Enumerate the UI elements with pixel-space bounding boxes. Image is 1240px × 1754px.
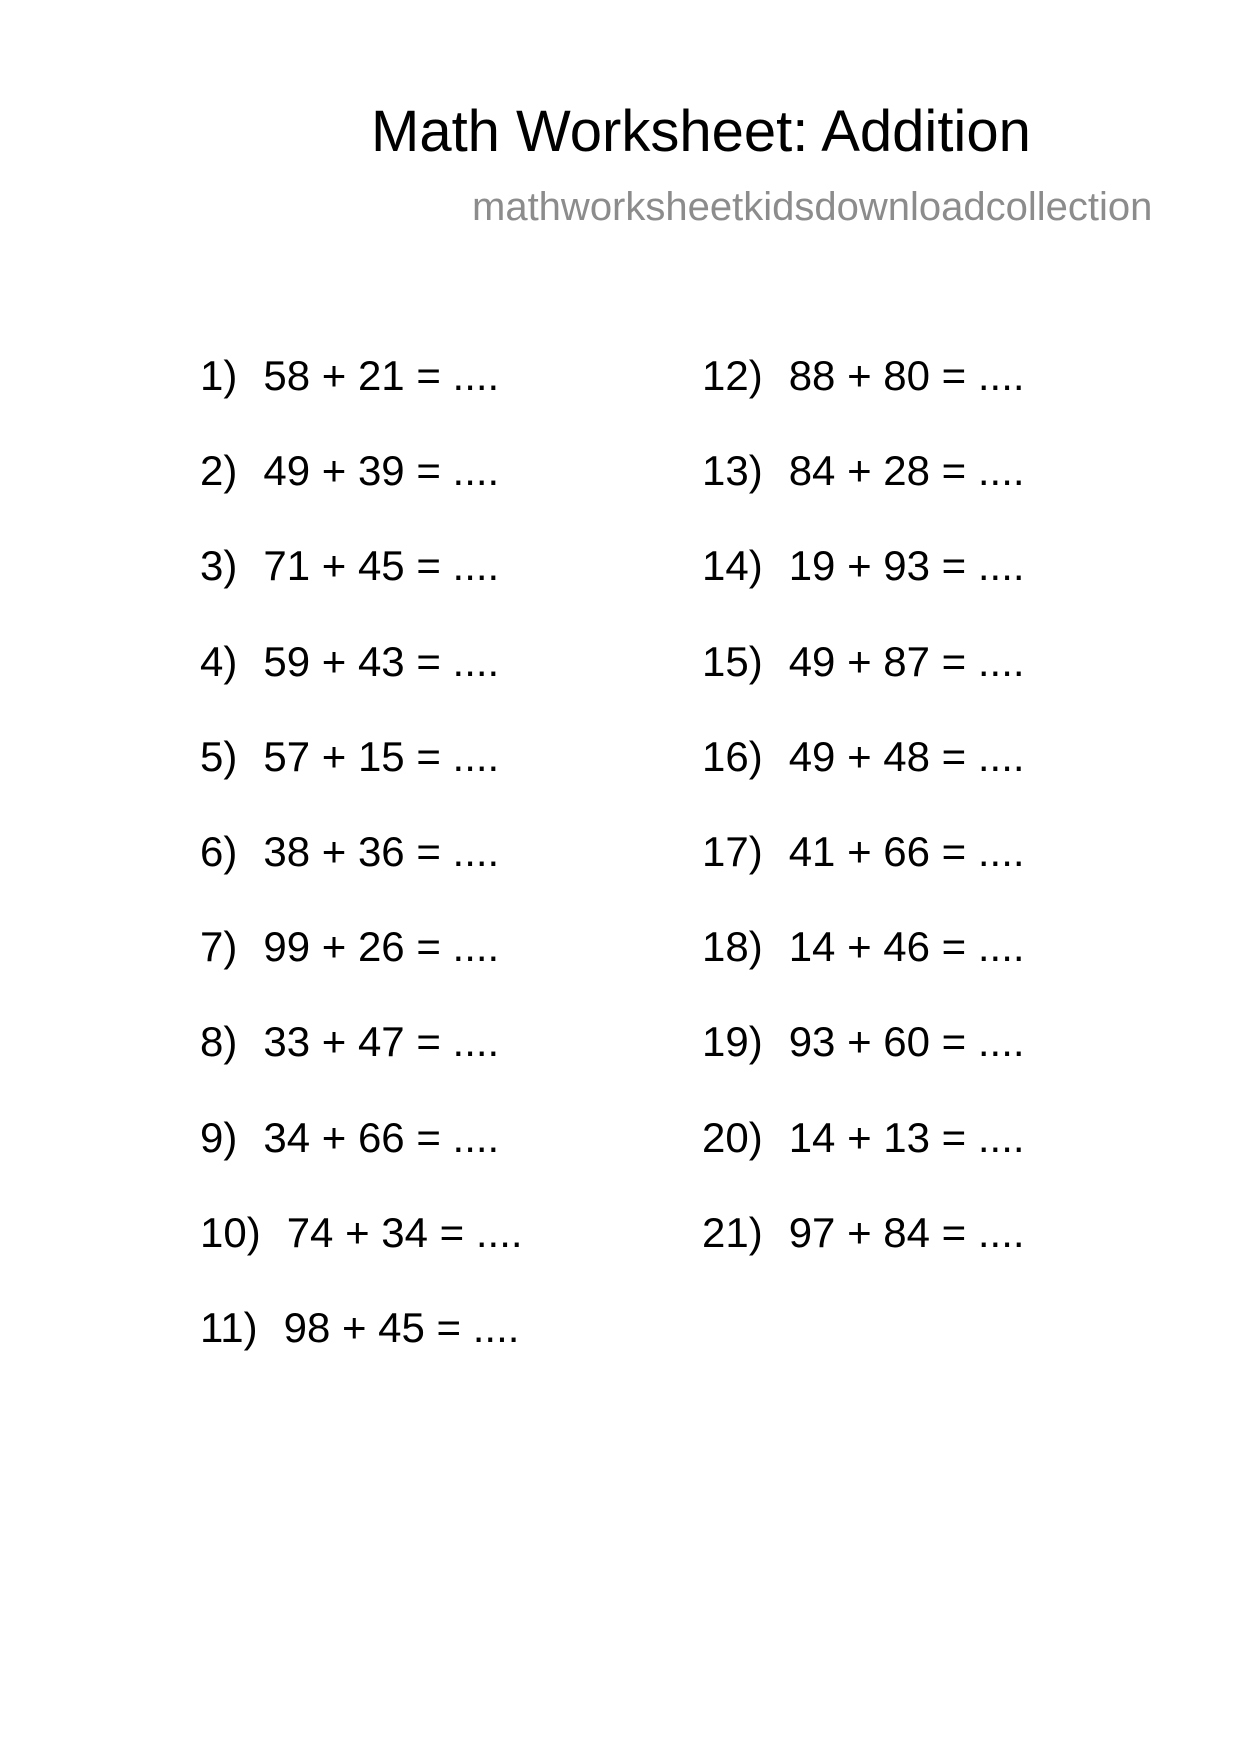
problem-expression: 34 + 66 = .... <box>263 1113 500 1161</box>
problem-expression: 97 + 84 = .... <box>788 1208 1025 1256</box>
problem-number: 19) <box>702 1018 763 1066</box>
problem-item <box>200 635 523 730</box>
problem-column-right <box>702 349 1025 1301</box>
problem-number: 21) <box>702 1208 763 1256</box>
problem-item <box>200 825 523 920</box>
problem-number: 18) <box>702 923 763 971</box>
problem-expression: 33 + 47 = .... <box>263 1018 500 1066</box>
problem-item <box>702 1206 1025 1301</box>
problem-expression: 99 + 26 = .... <box>263 923 500 971</box>
problem-expression: 57 + 15 = .... <box>263 732 500 780</box>
problem-expression: 49 + 87 = .... <box>788 637 1025 685</box>
problem-expression: 88 + 80 = .... <box>788 352 1025 399</box>
worksheet-subtitle: mathworksheetkidsdownloadcollection <box>472 185 1153 229</box>
problem-item <box>200 1301 523 1396</box>
problem-item <box>200 1111 523 1206</box>
problem-item <box>702 825 1025 920</box>
problem-number: 6) <box>200 827 238 875</box>
problem-expression: 59 + 43 = .... <box>263 637 500 685</box>
problem-number: 4) <box>200 637 238 685</box>
problem-number: 13) <box>702 447 763 495</box>
problem-expression: 49 + 39 = .... <box>263 447 500 495</box>
problem-expression: 93 + 60 = .... <box>788 1018 1025 1066</box>
problem-item <box>200 1015 523 1110</box>
problem-expression: 98 + 45 = .... <box>283 1303 520 1351</box>
problem-item <box>200 1206 523 1301</box>
problem-item <box>200 349 523 444</box>
problem-item <box>702 349 1025 444</box>
problem-item <box>200 444 523 539</box>
problem-expression: 71 + 45 = .... <box>263 542 500 590</box>
problem-expression: 14 + 46 = .... <box>788 923 1025 971</box>
problem-number: 8) <box>200 1018 238 1066</box>
problem-number: 10) <box>200 1208 261 1256</box>
problem-item <box>200 730 523 825</box>
problem-expression: 14 + 13 = .... <box>788 1113 1025 1161</box>
problem-number: 16) <box>702 732 763 780</box>
problem-expression: 38 + 36 = .... <box>263 827 500 875</box>
problem-expression: 74 + 34 = .... <box>286 1208 523 1256</box>
problem-item <box>200 539 523 634</box>
problem-expression: 19 + 93 = .... <box>788 542 1025 590</box>
problem-item <box>702 730 1025 825</box>
problem-item <box>702 635 1025 730</box>
problem-item <box>702 539 1025 634</box>
problem-number: 20) <box>702 1113 763 1161</box>
problem-expression: 58 + 21 = .... <box>263 352 500 399</box>
problem-number: 1) <box>200 352 238 399</box>
problem-item <box>702 444 1025 539</box>
problem-number: 15) <box>702 637 763 685</box>
problem-expression: 84 + 28 = .... <box>788 447 1025 495</box>
worksheet-title: Math Worksheet: Addition <box>371 99 1031 164</box>
problem-number: 2) <box>200 447 238 495</box>
problem-number: 12) <box>702 352 763 399</box>
problem-item <box>702 1111 1025 1206</box>
problem-expression: 49 + 48 = .... <box>788 732 1025 780</box>
problem-number: 5) <box>200 732 238 780</box>
problem-expression: 41 + 66 = .... <box>788 827 1025 875</box>
problem-item <box>200 920 523 1015</box>
problem-item <box>702 920 1025 1015</box>
problem-item <box>702 1015 1025 1110</box>
problem-number: 9) <box>200 1113 238 1161</box>
problem-number: 17) <box>702 827 763 875</box>
problem-number: 11) <box>200 1303 258 1351</box>
problem-column-left <box>200 349 523 1396</box>
problem-number: 14) <box>702 542 763 590</box>
problem-number: 3) <box>200 542 238 590</box>
problem-number: 7) <box>200 923 238 971</box>
